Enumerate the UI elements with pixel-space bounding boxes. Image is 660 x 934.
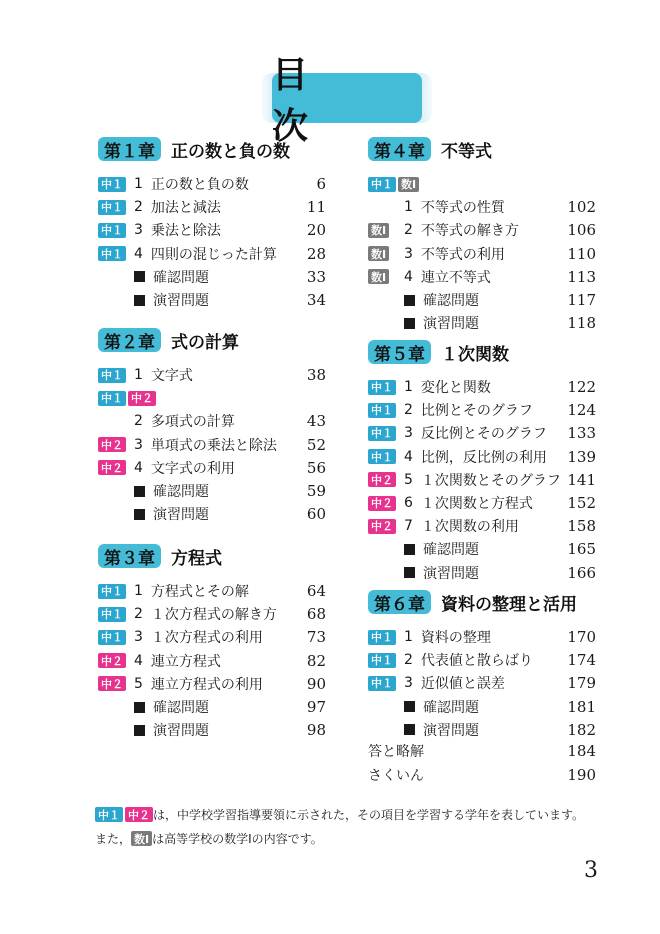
page-ref: 113	[567, 267, 596, 286]
toc-section-item[interactable]	[368, 469, 596, 491]
grade-tags	[98, 460, 128, 475]
toc-review-item[interactable]	[368, 696, 596, 718]
grade-tag: 中１	[368, 426, 396, 441]
page-ref: 170	[567, 628, 596, 646]
page-ref: 68	[306, 605, 326, 624]
legend-note-text2: は高等学校の数学Ⅰの内容です。	[152, 832, 323, 846]
chapter-badge: 第６章	[368, 590, 431, 614]
square-bullet-icon	[134, 725, 145, 736]
section-number: 2	[404, 222, 413, 239]
section-label: 演習問題	[423, 565, 479, 582]
section-number: 7	[404, 518, 413, 535]
section-label: 資料の整理	[420, 630, 491, 646]
toc-section-item[interactable]	[98, 410, 326, 432]
page-ref: 139	[567, 447, 596, 466]
chapter-heading[interactable]	[98, 543, 222, 569]
chapter-title: 式の計算	[171, 332, 239, 353]
chapter-badge: 第３章	[98, 544, 161, 568]
section-number: 4	[134, 652, 143, 669]
grade-tag: 中２	[98, 437, 126, 452]
toc-review-item[interactable]	[98, 696, 326, 718]
toc-section-item[interactable]	[98, 603, 326, 625]
toc-section-item[interactable]	[98, 650, 326, 672]
appendix-label: さくいん	[368, 768, 424, 784]
section-label: 演習問題	[423, 316, 479, 333]
grade-tag: 中１	[98, 584, 126, 599]
square-bullet-icon	[404, 318, 415, 329]
grade-tag: 中１	[98, 246, 126, 261]
chapter-heading[interactable]	[368, 136, 492, 162]
grade-tag: 中１	[98, 630, 126, 645]
toc-section-item[interactable]	[368, 243, 596, 265]
page-ref: 124	[567, 401, 596, 420]
grade-tags	[368, 177, 419, 192]
appendix-label: 答と略解	[368, 744, 424, 760]
grade-tag: 中１	[98, 607, 126, 622]
square-bullet-icon	[134, 702, 145, 713]
section-label: 連立方程式の利用	[150, 676, 263, 693]
toc-section-item[interactable]	[368, 515, 596, 537]
page-ref: 122	[567, 378, 596, 396]
grade-tag: 中１	[368, 380, 396, 395]
toc-review-item[interactable]	[98, 503, 326, 525]
section-label: １次方程式の利用	[150, 630, 263, 647]
grade-tags	[98, 676, 128, 691]
tag-math1: 数Ⅰ	[131, 831, 152, 846]
section-number: 3	[404, 245, 413, 262]
section-number: 3	[404, 425, 413, 442]
legend-note-text1: は，中学校学習指導要領に示された，その項目を学習する学年を表しています。	[153, 808, 585, 822]
page-ref: 179	[567, 674, 596, 693]
toc-appendix-item[interactable]	[368, 764, 596, 786]
grade-tags	[98, 391, 156, 406]
toc-title: 目 次	[272, 55, 401, 147]
page-ref: 133	[567, 424, 596, 443]
grade-tag: 中１	[368, 449, 396, 464]
chapter-badge: 第４章	[368, 137, 431, 161]
toc-review-item[interactable]	[368, 562, 596, 584]
section-number: 1	[134, 176, 143, 192]
chapter-heading[interactable]	[98, 327, 239, 353]
toc-review-item[interactable]	[368, 719, 596, 741]
section-label: 変化と関数	[420, 380, 491, 396]
section-label: 単項式の乗法と除法	[150, 437, 277, 454]
toc-review-item[interactable]	[98, 266, 326, 288]
toc-section-item[interactable]	[368, 399, 596, 421]
square-bullet-icon	[404, 701, 415, 712]
toc-section-item[interactable]	[98, 243, 326, 265]
square-bullet-icon	[134, 486, 145, 497]
grade-tags	[368, 472, 398, 487]
page-ref: 73	[306, 628, 326, 647]
grade-tag: 中１	[368, 653, 396, 668]
toc-section-item[interactable]	[368, 626, 596, 648]
legend-note-line1	[95, 806, 584, 823]
page-ref: 184	[567, 742, 596, 760]
square-bullet-icon	[404, 295, 415, 306]
page-ref: 118	[567, 314, 596, 333]
section-label: 反比例とそのグラフ	[420, 426, 547, 443]
section-number: 5	[134, 675, 143, 692]
section-number: 4	[134, 459, 143, 476]
section-number: 3	[134, 436, 143, 453]
page-ref: 6	[316, 175, 326, 193]
section-number: 4	[134, 245, 143, 262]
section-label: 確認問題	[423, 542, 479, 559]
page-ref: 38	[306, 366, 326, 384]
toc-section-item	[98, 387, 156, 409]
toc-section-item[interactable]	[98, 434, 326, 456]
grade-tags	[368, 496, 398, 511]
page-ref: 158	[567, 517, 596, 536]
grade-tag: 中１	[368, 676, 396, 691]
section-label: 近似値と誤差	[420, 676, 505, 693]
toc-section-item[interactable]	[368, 446, 596, 468]
grade-tags	[98, 607, 128, 622]
section-label: 比例，反比例の利用	[420, 449, 547, 466]
section-label: 演習問題	[153, 293, 209, 309]
toc-section-item[interactable]	[368, 422, 596, 444]
grade-tags	[98, 584, 128, 599]
section-label: １次関数とそのグラフ	[420, 472, 561, 489]
section-label: 比例とそのグラフ	[420, 403, 533, 420]
square-bullet-icon	[134, 271, 145, 282]
grade-tags	[368, 519, 398, 534]
section-label: 確認問題	[423, 699, 479, 716]
toc-section-item[interactable]	[368, 376, 596, 398]
section-label: 演習問題	[423, 722, 479, 739]
chapter-badge: 第２章	[98, 328, 161, 352]
grade-tag: 中２	[98, 653, 126, 668]
page-ref: 56	[306, 458, 326, 477]
section-label: 不等式の性質	[420, 200, 505, 217]
chapter-title: 方程式	[171, 548, 222, 569]
page-ref: 106	[567, 221, 596, 240]
grade-tag: 中１	[98, 391, 126, 406]
section-number: 2	[404, 402, 413, 419]
grade-tag: 中２	[128, 391, 156, 406]
grade-tag: 中１	[368, 403, 396, 418]
toc-section-item[interactable]	[368, 649, 596, 671]
grade-tag: 中２	[98, 676, 126, 691]
page-ref: 97	[306, 698, 326, 716]
section-label: 演習問題	[153, 507, 209, 524]
grade-tags	[368, 269, 398, 284]
toc-review-item[interactable]	[98, 289, 326, 311]
grade-tags	[98, 246, 128, 261]
grade-tag: 中１	[368, 177, 396, 192]
toc-section-item	[368, 173, 419, 195]
section-number: 1	[404, 199, 413, 216]
section-number: 2	[134, 413, 143, 430]
toc-review-item[interactable]	[368, 289, 596, 311]
toc-section-item[interactable]	[98, 457, 326, 479]
grade-tags	[368, 403, 398, 418]
page-number: 3	[584, 858, 598, 883]
toc-section-item[interactable]	[368, 196, 596, 218]
grade-tags	[98, 630, 128, 645]
toc-section-item[interactable]	[98, 580, 326, 602]
grade-tags	[368, 676, 398, 691]
section-number: 3	[134, 222, 143, 239]
page-ref: 117	[567, 291, 596, 309]
grade-tag: 中２	[368, 472, 396, 487]
page-ref: 43	[306, 412, 326, 431]
section-label: 確認問題	[423, 293, 479, 309]
section-label: 乗法と除法	[150, 223, 221, 240]
square-bullet-icon	[404, 567, 415, 578]
page-ref: 182	[567, 720, 596, 739]
section-number: 2	[134, 199, 143, 216]
section-label: 多項式の計算	[150, 414, 235, 431]
page-ref: 33	[306, 267, 326, 286]
section-label: 加法と減法	[150, 200, 221, 217]
toc-section-item[interactable]	[98, 196, 326, 218]
toc-section-item[interactable]	[98, 673, 326, 695]
grade-tag: 数Ⅰ	[368, 269, 389, 284]
page-ref: 166	[567, 563, 596, 582]
square-bullet-icon	[404, 544, 415, 555]
toc-review-item[interactable]	[98, 719, 326, 741]
page-ref: 98	[306, 721, 326, 740]
section-number: 6	[404, 495, 413, 511]
grade-tags	[368, 380, 398, 395]
page-ref: 52	[306, 435, 326, 454]
section-label: 連立方程式	[150, 653, 221, 670]
section-label: １次方程式の解き方	[150, 607, 277, 624]
section-label: 連立不等式	[420, 269, 491, 286]
grade-tag: 中２	[98, 460, 126, 475]
tag-grade2: 中２	[125, 807, 153, 822]
chapter-title: １次関数	[441, 344, 509, 365]
toc-section-item[interactable]	[368, 492, 596, 514]
chapter-title: 正の数と負の数	[171, 141, 290, 162]
page-ref: 90	[306, 674, 326, 693]
square-bullet-icon	[404, 724, 415, 735]
page-ref: 141	[567, 470, 596, 489]
grade-tag: 数Ⅰ	[368, 246, 389, 261]
chapter-heading[interactable]	[368, 589, 577, 615]
chapter-heading[interactable]	[98, 136, 290, 162]
toc-section-item[interactable]	[98, 219, 326, 241]
page-ref: 181	[567, 697, 596, 716]
section-label: 文字式	[150, 368, 193, 384]
square-bullet-icon	[134, 509, 145, 520]
grade-tag: 数Ⅰ	[398, 177, 419, 192]
section-number: 5	[404, 471, 413, 488]
toc-appendix-item[interactable]	[368, 740, 596, 762]
page-ref: 102	[567, 198, 596, 217]
section-number: 2	[404, 652, 413, 669]
section-label: 正の数と負の数	[150, 177, 249, 193]
section-label: １次関数の利用	[420, 519, 519, 536]
section-label: 不等式の解き方	[420, 223, 519, 240]
page-ref: 174	[567, 651, 596, 670]
grade-tag: 中１	[98, 223, 126, 238]
grade-tag: 数Ⅰ	[368, 223, 389, 238]
section-label: 確認問題	[153, 484, 209, 500]
grade-tags	[98, 177, 128, 192]
legend-note-prefix: また，	[95, 832, 132, 846]
toc-section-item[interactable]	[98, 364, 326, 386]
grade-tags	[98, 653, 128, 668]
square-bullet-icon	[134, 295, 145, 306]
grade-tags	[98, 437, 128, 452]
section-label: 不等式の利用	[420, 246, 505, 263]
toc-section-item[interactable]	[368, 219, 596, 241]
grade-tags	[98, 200, 128, 215]
section-label: 演習問題	[153, 723, 209, 740]
toc-section-item[interactable]	[98, 173, 326, 195]
section-number: 2	[134, 606, 143, 623]
chapter-title: 資料の整理と活用	[441, 594, 577, 615]
page-ref: 28	[306, 244, 326, 263]
grade-tags	[98, 368, 128, 383]
page-ref: 190	[567, 766, 596, 784]
grade-tags	[368, 653, 398, 668]
section-number: 1	[404, 379, 413, 395]
chapter-heading[interactable]	[368, 339, 509, 365]
page-ref: 59	[306, 482, 326, 500]
toc-title-box	[272, 55, 422, 147]
grade-tag: 中２	[368, 519, 396, 534]
toc-section-item[interactable]	[368, 672, 596, 694]
section-label: 文字式の利用	[150, 460, 235, 477]
section-number: 1	[404, 629, 413, 645]
section-number: 1	[134, 583, 143, 599]
section-number: 1	[134, 367, 143, 383]
grade-tags	[368, 449, 398, 464]
toc-title-banner	[262, 55, 432, 147]
section-label: 確認問題	[153, 700, 209, 716]
section-number: 3	[134, 629, 143, 646]
section-number: 4	[404, 268, 413, 285]
page-ref: 60	[306, 505, 326, 524]
grade-tags	[368, 246, 398, 261]
page-ref: 110	[567, 244, 596, 263]
page-ref: 64	[306, 582, 326, 600]
legend-note-line2	[95, 830, 323, 847]
page-ref: 82	[306, 651, 326, 670]
grade-tags	[368, 223, 398, 238]
page-ref: 34	[306, 291, 326, 309]
grade-tags	[98, 223, 128, 238]
tag-grade1: 中１	[95, 807, 123, 822]
grade-tag: 中１	[98, 200, 126, 215]
chapter-title: 不等式	[441, 141, 492, 162]
section-label: 方程式とその解	[150, 584, 249, 600]
toc-section-item[interactable]	[98, 626, 326, 648]
section-number: 4	[404, 448, 413, 465]
section-label: １次関数と方程式	[420, 496, 533, 512]
grade-tag: 中１	[368, 630, 396, 645]
toc-review-item[interactable]	[368, 312, 596, 334]
grade-tag: 中２	[368, 496, 396, 511]
section-number: 3	[404, 675, 413, 692]
chapter-badge: 第５章	[368, 340, 431, 364]
section-label: 四則の混じった計算	[150, 246, 277, 263]
toc-review-item[interactable]	[98, 480, 326, 502]
grade-tag: 中１	[98, 368, 126, 383]
section-label: 確認問題	[153, 269, 209, 286]
page-ref: 11	[306, 198, 326, 217]
page-ref: 152	[567, 494, 596, 512]
grade-tag: 中１	[98, 177, 126, 192]
grade-tags	[368, 426, 398, 441]
page-ref: 165	[567, 540, 596, 559]
section-label: 代表値と散らばり	[420, 653, 533, 670]
grade-tags	[368, 630, 398, 645]
chapter-badge: 第１章	[98, 137, 161, 161]
toc-review-item[interactable]	[368, 538, 596, 560]
toc-section-item[interactable]	[368, 266, 596, 288]
page-ref: 20	[306, 221, 326, 240]
